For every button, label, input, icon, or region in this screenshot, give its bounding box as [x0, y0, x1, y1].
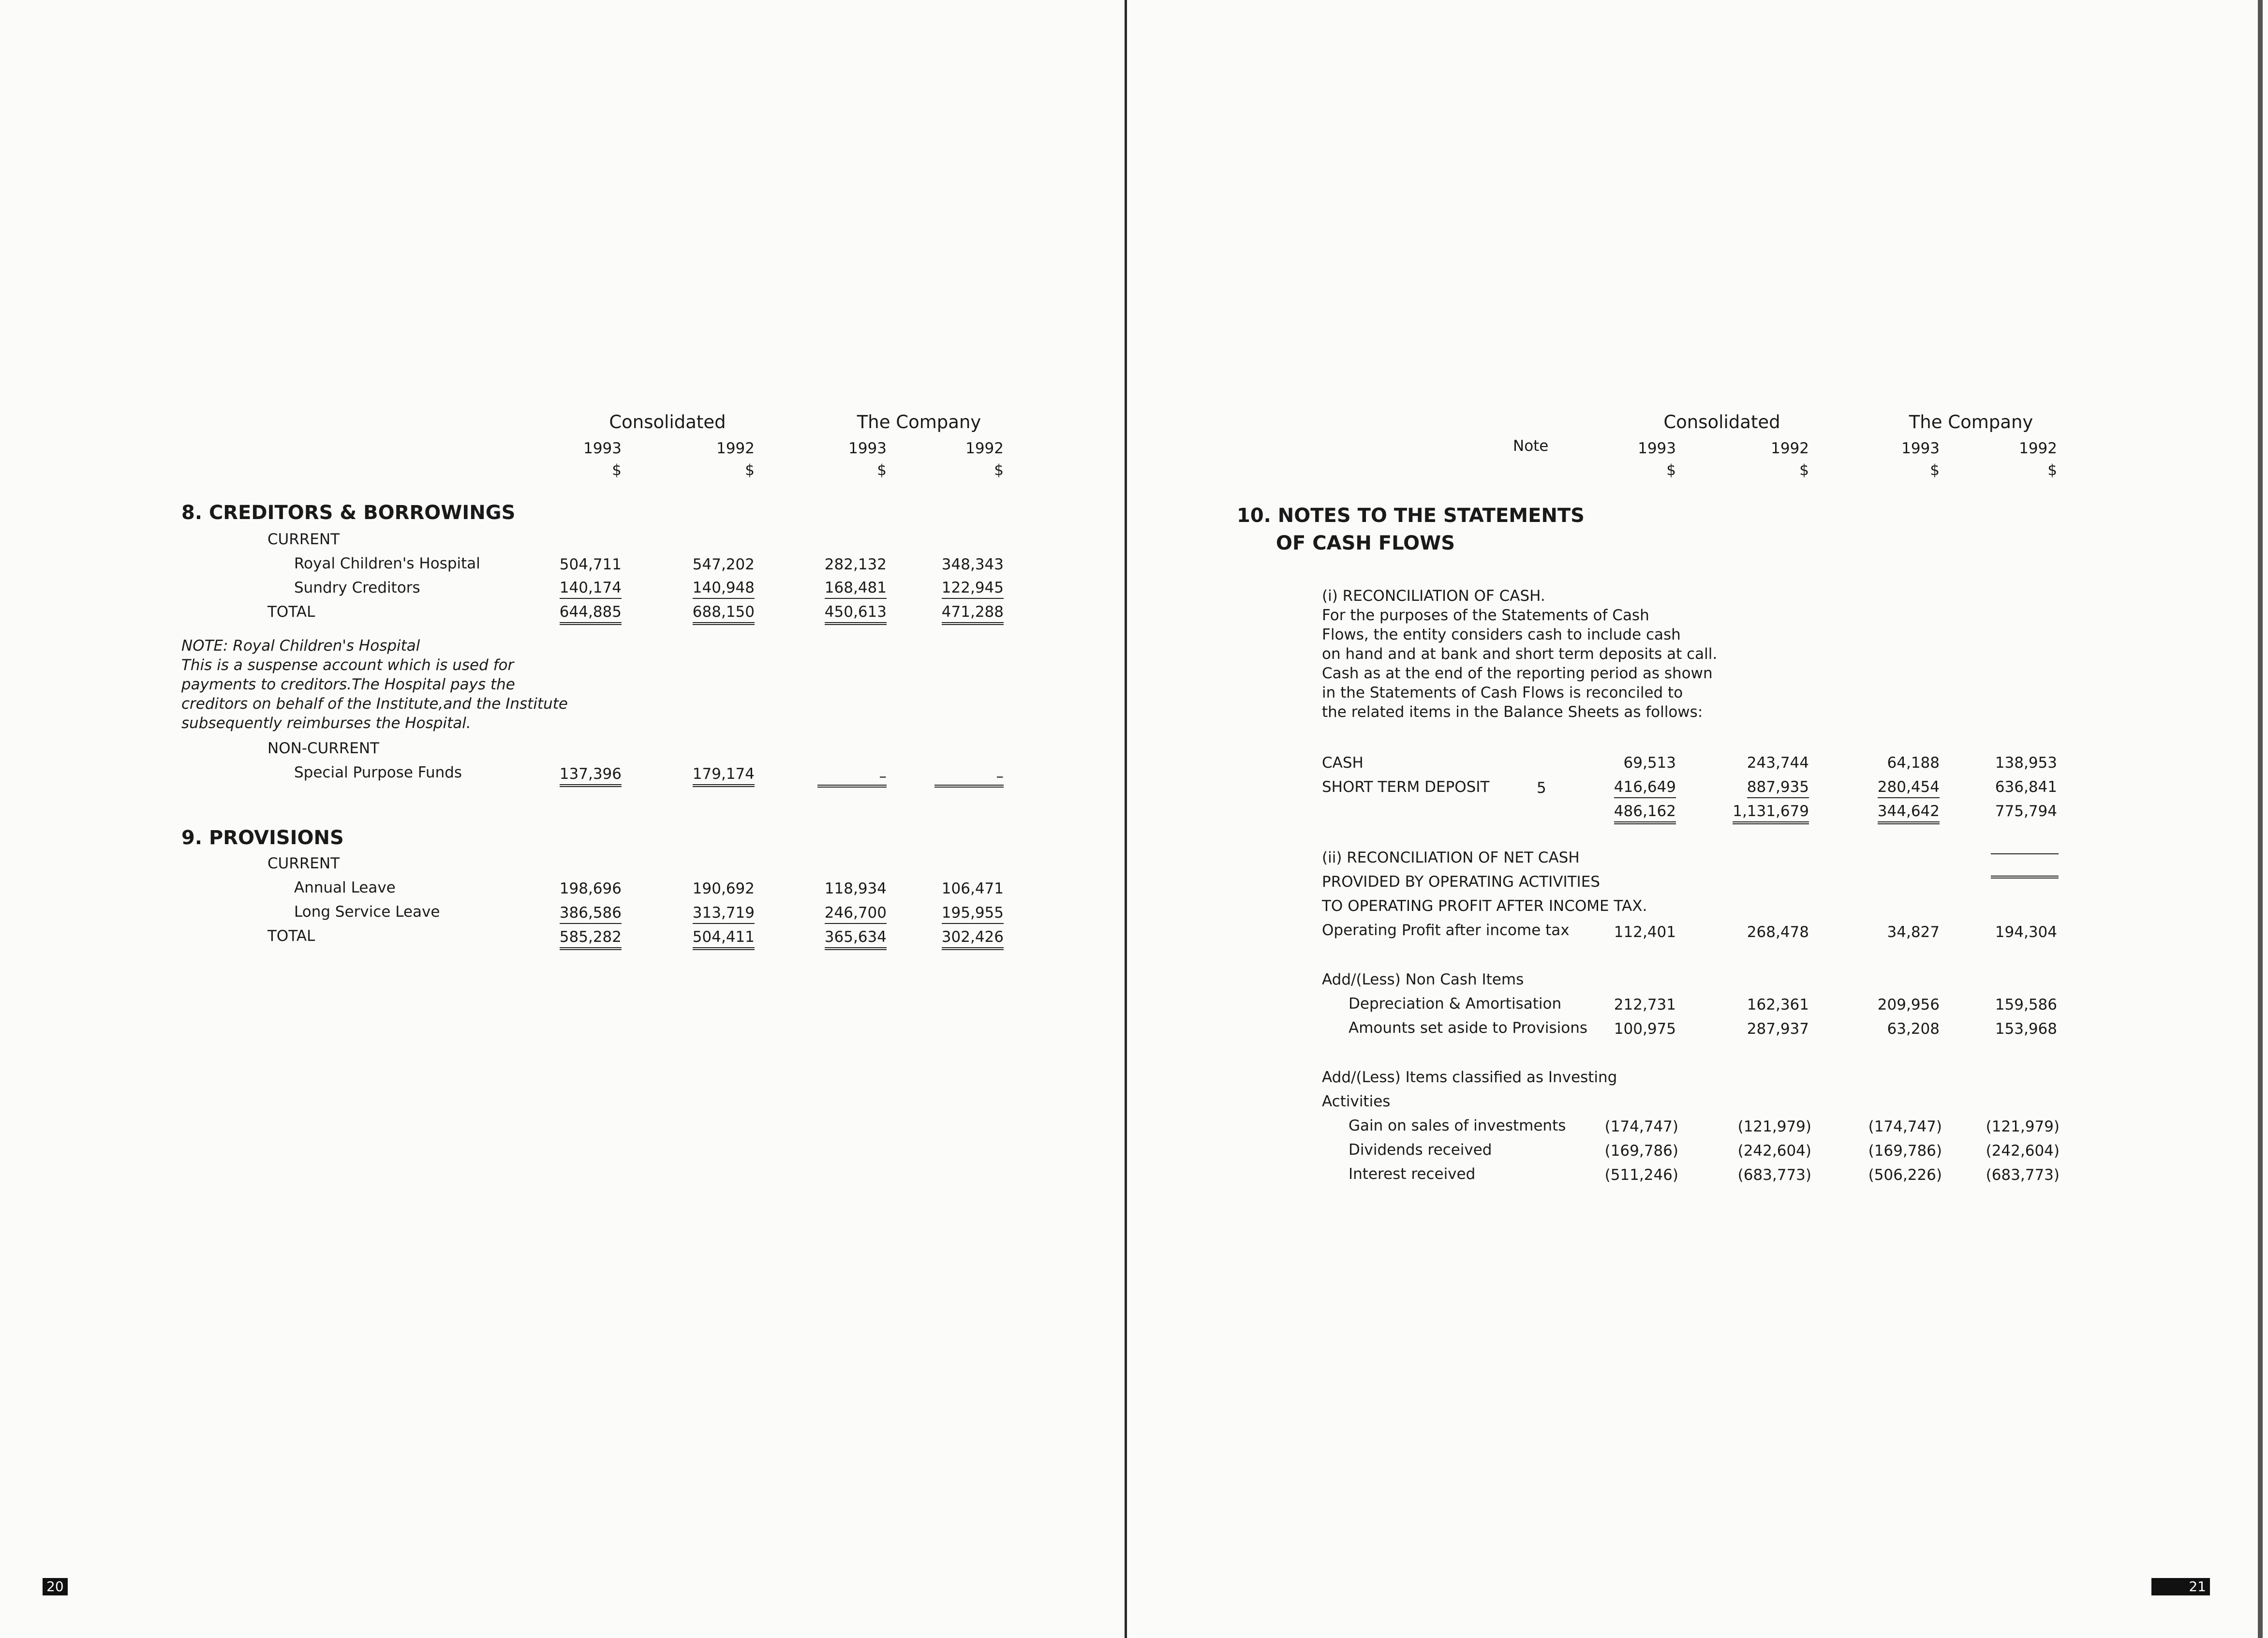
row-value: – — [879, 768, 887, 785]
row-value: 112,401 — [1614, 923, 1676, 941]
row-label: Depreciation & Amortisation — [1349, 995, 1562, 1013]
value-underlined: 122,945 — [942, 579, 1004, 599]
row-value — [551, 930, 622, 945]
row-value: (242,604) — [1986, 1142, 2060, 1160]
note-line: subsequently reimburses the Hospital. — [181, 715, 471, 732]
value-underlined: 195,955 — [942, 904, 1004, 924]
total-value: 585,282 — [560, 928, 622, 950]
note-line: payments to creditors.The Hospital pays the — [181, 676, 515, 693]
year-col2: 1992 — [1771, 440, 1809, 457]
row-value — [934, 930, 1004, 945]
total-value: 504,411 — [693, 928, 755, 950]
row-label: SHORT TERM DEPOSIT — [1322, 778, 1490, 796]
row-value — [551, 605, 622, 620]
row-value — [1869, 780, 1940, 795]
row-value — [684, 581, 755, 596]
row-label: Amounts set aside to Provisions — [1349, 1019, 1588, 1037]
section-8-current: CURRENT — [267, 531, 340, 548]
header-company: The Company — [857, 412, 981, 432]
row-value: 243,744 — [1747, 754, 1809, 772]
row-value: (683,773) — [1986, 1166, 2060, 1184]
header-consolidated: Consolidated — [1663, 412, 1780, 432]
section-8-title: 8. CREDITORS & BORROWINGS — [181, 502, 516, 524]
row-label: Long Service Leave — [294, 903, 440, 921]
note-line: NOTE: Royal Children's Hospital — [181, 637, 420, 655]
note-line: creditors on behalf of the Institute,and the Institute — [181, 695, 568, 713]
row-value: 547,202 — [692, 556, 755, 573]
row-value: 153,968 — [1995, 1020, 2057, 1038]
recon-cash-line: in the Statements of Cash Flows is reconciled to — [1322, 684, 1683, 701]
currency-col4: $ — [2047, 462, 2057, 479]
value-underlined: 246,700 — [825, 904, 887, 924]
currency-col1: $ — [1666, 462, 1676, 479]
recon-cash-line: For the purposes of the Statements of Cash — [1322, 607, 1649, 624]
row-value: 348,343 — [941, 556, 1004, 573]
page-number-left: 20 — [43, 1578, 68, 1595]
row-value: 282,132 — [824, 556, 887, 573]
row-value: (121,979) — [1986, 1118, 2060, 1135]
row-value: (242,604) — [1737, 1142, 1811, 1160]
row-value: 64,188 — [1887, 754, 1940, 772]
value-underlined: 313,719 — [693, 904, 755, 924]
row-value — [816, 605, 887, 620]
year-col3: 1993 — [1901, 440, 1940, 457]
section-9-title: 9. PROVISIONS — [181, 827, 344, 849]
total-value: 365,634 — [825, 928, 887, 950]
row-value: (169,786) — [1868, 1142, 1942, 1160]
year-col1: 1993 — [583, 440, 622, 457]
section-10-title-line2: OF CASH FLOWS — [1276, 532, 1455, 554]
total-value: 471,288 — [942, 603, 1004, 625]
value-underlined: 416,649 — [1614, 778, 1676, 798]
row-value: (121,979) — [1737, 1118, 1811, 1135]
header-company: The Company — [1909, 412, 2033, 432]
row-value: 63,208 — [1887, 1020, 1940, 1038]
row-value: (506,226) — [1868, 1166, 1942, 1184]
row-value — [1869, 804, 1940, 819]
total-value: 644,885 — [560, 603, 622, 625]
header-note: Note — [1513, 437, 1549, 455]
row-value: 194,304 — [1995, 923, 2057, 941]
row-value — [1606, 780, 1676, 795]
row-label: Operating Profit after income tax — [1322, 922, 1570, 939]
total-value: 1,131,679 — [1733, 803, 1809, 824]
section-8-non-current: NON-CURRENT — [267, 740, 380, 757]
row-value: 138,953 — [1995, 754, 2057, 772]
row-label: CASH — [1322, 754, 1364, 772]
row-value: (174,747) — [1868, 1118, 1942, 1135]
recon-cash-line: on hand and at bank and short term deposits at call. — [1322, 645, 1718, 663]
row-value — [684, 930, 755, 945]
row-value — [684, 605, 755, 620]
value-underlined: 140,948 — [693, 579, 755, 599]
row-label: Royal Children's Hospital — [294, 555, 480, 572]
currency-col2: $ — [1799, 462, 1809, 479]
total-value: 688,150 — [693, 603, 755, 625]
recon-cash-line: the related items in the Balance Sheets as follows: — [1322, 703, 1703, 721]
row-value: 636,841 — [1995, 778, 2057, 796]
row-value: (174,747) — [1604, 1118, 1678, 1135]
row-value: (683,773) — [1737, 1166, 1811, 1184]
row-value: 198,696 — [559, 880, 622, 897]
row-value — [1606, 804, 1676, 819]
row-value: 504,711 — [559, 556, 622, 573]
row-value: 162,361 — [1747, 996, 1809, 1013]
row-value: 209,956 — [1877, 996, 1940, 1013]
recon-cash-line: Flows, the entity considers cash to include cash — [1322, 626, 1681, 643]
value-underlined: 168,481 — [825, 579, 887, 599]
total-double-rule — [1991, 876, 2059, 879]
year-col3: 1993 — [848, 440, 887, 457]
row-value — [816, 930, 887, 945]
value-underlined: 280,454 — [1878, 778, 1940, 798]
total-value: 137,396 — [560, 765, 622, 787]
year-col2: 1992 — [716, 440, 755, 457]
total-value: 344,642 — [1878, 803, 1940, 824]
row-value — [934, 906, 1004, 921]
row-label: Dividends received — [1349, 1141, 1492, 1159]
page-spine — [1125, 0, 1127, 1638]
row-value: (169,786) — [1604, 1142, 1678, 1160]
row-label: Interest received — [1349, 1165, 1476, 1183]
section-10-title: 10. NOTES TO THE STATEMENTS — [1237, 505, 1585, 527]
total-value: 486,162 — [1614, 803, 1676, 824]
currency-col1: $ — [612, 462, 622, 479]
section-9-current: CURRENT — [267, 855, 340, 872]
total-value: 302,426 — [942, 928, 1004, 950]
nil-rule — [934, 785, 1004, 788]
row-value: – — [996, 768, 1004, 785]
value-underlined: 887,935 — [1747, 778, 1809, 798]
row-value — [934, 581, 1004, 596]
row-label: TOTAL — [267, 603, 315, 621]
row-label: Special Purpose Funds — [294, 764, 462, 781]
row-value: 287,937 — [1747, 1020, 1809, 1038]
note-line: This is a suspense account which is used for — [181, 656, 514, 674]
row-value: 775,794 — [1995, 803, 2057, 820]
page-number-right: 21 — [2151, 1578, 2210, 1595]
investing-heading-line2: Activities — [1322, 1093, 1391, 1110]
recon-net-line: TO OPERATING PROFIT AFTER INCOME TAX. — [1322, 897, 1647, 915]
currency-col3: $ — [877, 462, 887, 479]
row-label: Sundry Creditors — [294, 579, 420, 596]
recon-cash-line: Cash as at the end of the reporting period as shown — [1322, 665, 1713, 682]
row-value — [551, 767, 622, 782]
recon-net-line: (ii) RECONCILIATION OF NET CASH — [1322, 849, 1580, 866]
total-value: 450,613 — [825, 603, 887, 625]
row-value: 69,513 — [1623, 754, 1676, 772]
row-value: 212,731 — [1614, 996, 1676, 1013]
total-rule — [1991, 853, 2059, 854]
currency-col3: $ — [1930, 462, 1940, 479]
investing-heading: Add/(Less) Items classified as Investing — [1322, 1069, 1617, 1086]
row-label: Annual Leave — [294, 879, 396, 896]
year-col4: 1992 — [965, 440, 1004, 457]
row-value: 190,692 — [692, 880, 755, 897]
row-value: 100,975 — [1614, 1020, 1676, 1038]
row-value: 159,586 — [1995, 996, 2057, 1013]
row-label: TOTAL — [267, 927, 315, 945]
row-value — [684, 906, 755, 921]
year-col4: 1992 — [2019, 440, 2057, 457]
row-label: Gain on sales of investments — [1349, 1117, 1566, 1134]
value-underlined: 140,174 — [560, 579, 622, 599]
row-value: 106,471 — [941, 880, 1004, 897]
year-col1: 1993 — [1638, 440, 1676, 457]
currency-col2: $ — [745, 462, 755, 479]
total-value: 179,174 — [693, 765, 755, 787]
row-value — [551, 581, 622, 596]
recon-cash-line: (i) RECONCILIATION OF CASH. — [1322, 587, 1545, 605]
page-edge — [2258, 0, 2263, 1638]
row-value — [684, 767, 755, 782]
value-underlined: 386,586 — [560, 904, 622, 924]
row-value — [1739, 780, 1809, 795]
row-value — [1724, 804, 1809, 819]
row-value: 268,478 — [1747, 923, 1809, 941]
row-note: 5 — [1537, 779, 1546, 797]
non-cash-heading: Add/(Less) Non Cash Items — [1322, 971, 1524, 988]
row-value — [816, 906, 887, 921]
row-value: 118,934 — [824, 880, 887, 897]
header-consolidated: Consolidated — [609, 412, 726, 432]
row-value — [934, 605, 1004, 620]
row-value: (511,246) — [1604, 1166, 1678, 1184]
row-value — [816, 581, 887, 596]
nil-rule — [817, 785, 887, 788]
recon-net-line: PROVIDED BY OPERATING ACTIVITIES — [1322, 873, 1600, 891]
row-value: 34,827 — [1887, 923, 1940, 941]
row-value — [551, 906, 622, 921]
currency-col4: $ — [994, 462, 1004, 479]
